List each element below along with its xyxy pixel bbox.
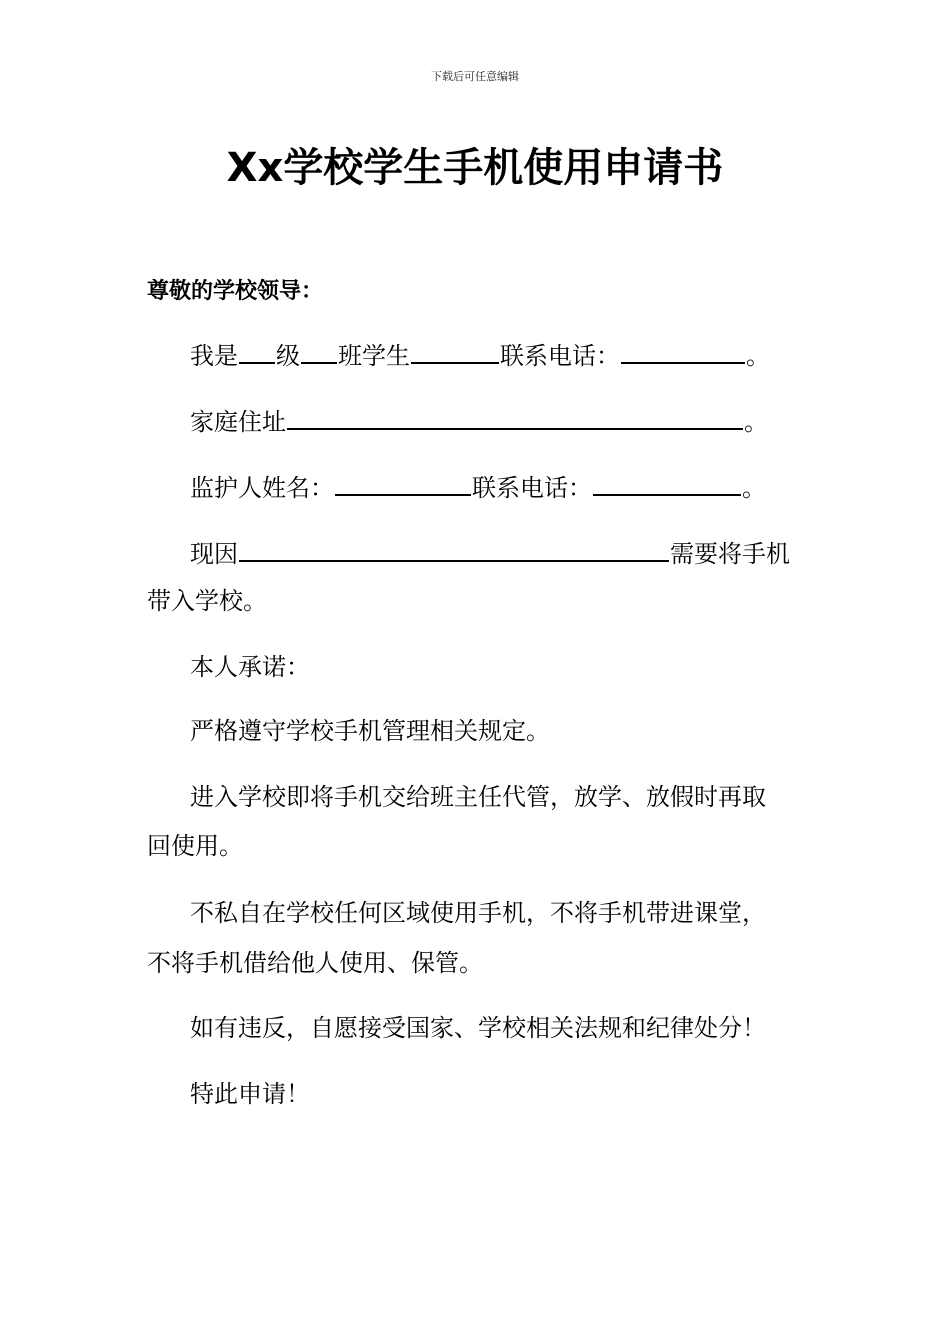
text-segment: 。 (744, 408, 768, 436)
guardian-name-blank[interactable] (335, 470, 471, 496)
text-segment: 我是 (190, 342, 238, 370)
text-segment: 联系电话： (500, 342, 620, 370)
text-segment: 需要将手机 (670, 540, 790, 568)
reason-line-continued: 带入学校。 (147, 587, 267, 615)
promise-item-2: 进入学校即将手机交给班主任代管，放学、放假时再取 (190, 783, 766, 811)
name-blank[interactable] (411, 338, 499, 364)
guardian-phone-blank[interactable] (593, 470, 741, 496)
text-segment: 现因 (190, 540, 238, 568)
promise-item-3-continued: 不将手机借给他人使用、保管。 (147, 949, 483, 977)
student-info-line (190, 338, 770, 371)
text-segment: 级 (276, 342, 300, 370)
address-blank[interactable] (287, 404, 743, 430)
promise-heading: 本人承诺： (190, 653, 310, 681)
class-blank[interactable] (301, 338, 337, 364)
text-segment: 家庭住址 (190, 408, 286, 436)
text-segment: 。 (746, 342, 770, 370)
address-line (190, 404, 768, 437)
reason-line (190, 536, 790, 569)
promise-item-2-continued: 回使用。 (147, 832, 243, 860)
promise-item-4: 如有违反，自愿接受国家、学校相关法规和纪律处分！ (190, 1014, 766, 1042)
text-segment: 班学生 (338, 342, 410, 370)
salutation: 尊敬的学校领导： (147, 279, 324, 304)
closing-line: 特此申请！ (190, 1080, 310, 1108)
promise-item-1: 严格遵守学校手机管理相关规定。 (190, 717, 550, 745)
guardian-line (190, 470, 766, 503)
document-title: Xx学校学生手机使用申请书 (226, 145, 724, 191)
grade-blank[interactable] (239, 338, 275, 364)
text-segment: 联系电话： (472, 474, 592, 502)
text-segment: 。 (742, 474, 766, 502)
promise-item-3: 不私自在学校任何区域使用手机，不将手机带进课堂， (190, 899, 766, 927)
student-phone-blank[interactable] (621, 338, 745, 364)
reason-blank[interactable] (239, 536, 669, 562)
text-segment: 监护人姓名： (190, 474, 334, 502)
header-note: 下载后可任意编辑 (431, 70, 519, 83)
